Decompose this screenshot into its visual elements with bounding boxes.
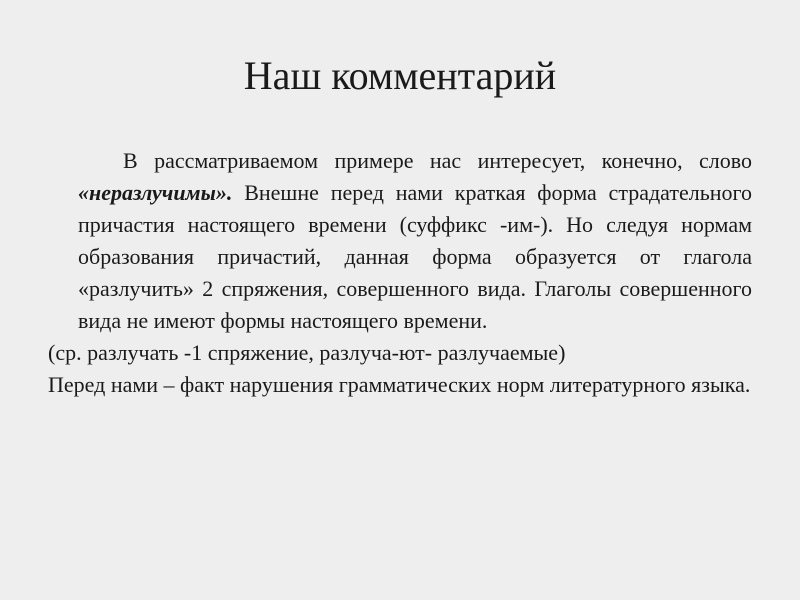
slide-title: Наш комментарий	[243, 53, 557, 98]
paragraph-conclusion: Перед нами – факт нарушения грамматических норм литературного языка.	[48, 372, 751, 397]
paragraph-comparison: (ср. разлучать -1 спряжение, разлуча-ют- разлучаемые)	[48, 340, 566, 365]
paragraph-commentary	[78, 145, 752, 337]
paragraph-commentary-part2: Внешне перед нами краткая форма страдательного причастия настоящего времени (суффикс -им-). Но следуя нормам образования причастий, данная форма образуется от глагола «разлучить» 2 спряжения, совершенного вида. Глаголы совершенного вида не имеют формы настоящего времени.	[78, 180, 752, 333]
emphasized-word: «неразлучимы».	[78, 180, 233, 205]
paragraph-commentary-part1: В рассматриваемом примере нас интересует, конечно, слово	[123, 148, 752, 173]
slide-body	[48, 145, 752, 401]
